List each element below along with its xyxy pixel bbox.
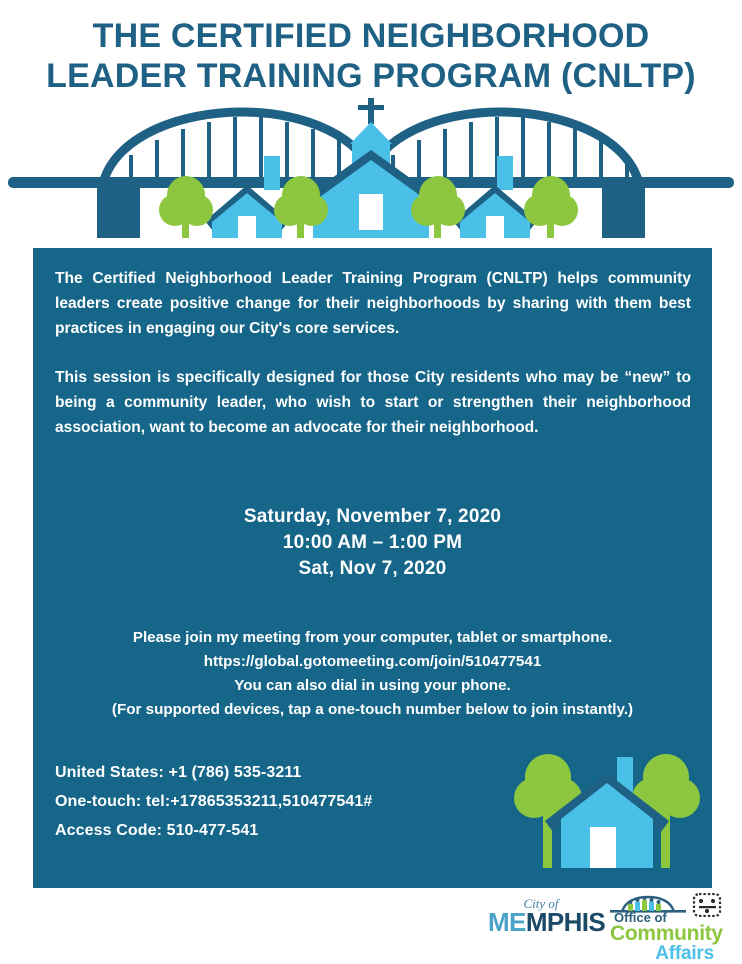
bridge-left-arch [104, 112, 376, 183]
meeting-url[interactable]: https://global.gotomeeting.com/join/510477541 [203, 653, 542, 670]
oca-wordmark [608, 911, 724, 963]
footer-logos [0, 893, 742, 964]
oca-affairs-text: Affairs [655, 943, 714, 964]
city-of-memphis-logo [488, 893, 606, 937]
program-description [55, 266, 691, 440]
event-date-short: Sat, Nov 7, 2020 [298, 558, 447, 579]
event-datetime [33, 504, 712, 582]
house-left-icon [205, 156, 289, 238]
description-paragraph-2: This session is specifically designed for those City residents who may be “new” to being a community leader, who wish to start or strengthen their neighborhood association, want to become an advocate for their neighborhood. [55, 369, 691, 436]
meeting-join-info [33, 626, 712, 722]
meeting-onetouch-note: (For supported devices, tap a one-touch number below to join instantly.) [111, 701, 634, 718]
bridge-neighborhood-illustration [0, 98, 742, 238]
dial-in-access-code: Access Code: 510-477-541 [55, 822, 259, 839]
event-time: 10:00 AM – 1:00 PM [282, 532, 463, 553]
memphis-city-of-text: City of [523, 896, 559, 911]
meeting-instructions: Please join my meeting from your computer, tablet or smartphone. [132, 629, 613, 646]
door [590, 827, 616, 868]
page-title-line-2: LEADER TRAINING PROGRAM (CNLTP) [46, 57, 696, 95]
meeting-dial-note: You can also dial in using your phone. [234, 677, 511, 694]
memphis-wordmark-dark: MPHIS [525, 907, 606, 937]
house-with-trees-illustration [512, 743, 702, 868]
event-date: Saturday, November 7, 2020 [243, 506, 502, 527]
bridge-pier-left [97, 186, 140, 238]
dial-in-details [55, 758, 485, 845]
dial-in-united-states[interactable]: United States: +1 (786) 535-3211 [55, 764, 302, 781]
memphis-wordmark-light: ME [488, 907, 526, 937]
oca-community-text: Community [610, 922, 723, 945]
dial-in-one-touch[interactable]: One-touch: tel:+17865353211,510477541# [55, 793, 373, 810]
oca-office-of-text: Office of [614, 910, 667, 925]
page-title [0, 16, 742, 96]
description-paragraph-1: The Certified Neighborhood Leader Training Program (CNLTP) helps community leaders create positive change for their neighborhoods by sharing with them best practices in engaging our City's core services. [55, 270, 691, 337]
memphis-wordmark [488, 907, 606, 937]
page-title-line-1: THE CERTIFIED NEIGHBORHOOD [92, 17, 650, 55]
bridge-pier-right [602, 186, 645, 238]
main-content-panel [33, 248, 712, 888]
office-of-community-affairs-logo [608, 893, 724, 963]
